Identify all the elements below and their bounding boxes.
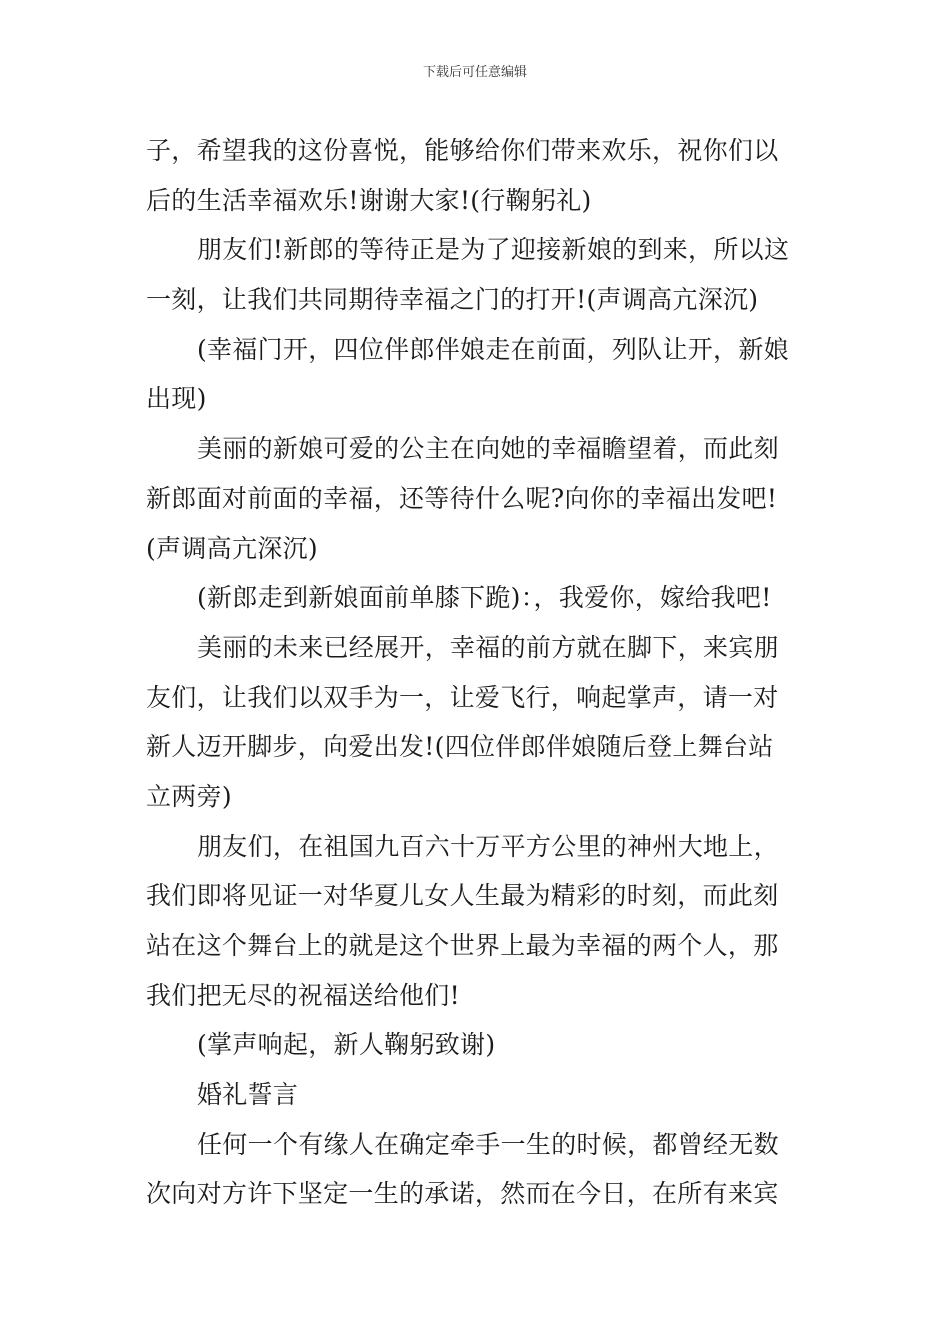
text-line: 立两旁) xyxy=(146,781,232,811)
text-line: 新郎面对前面的幸福，还等待什么呢?向你的幸福出发吧! xyxy=(146,483,778,513)
text-line: 美丽的新娘可爱的公主在向她的幸福瞻望着，而此刻 xyxy=(197,434,779,464)
text-line: 后的生活幸福欢乐!谢谢大家!(行鞠躬礼) xyxy=(146,185,592,215)
text-line: (声调高亢深沉) xyxy=(146,533,318,563)
text-line: (掌声响起，新人鞠躬致谢) xyxy=(197,1030,496,1060)
text-line: 次向对方许下坚定一生的承诺，然而在今日，在所有来宾 xyxy=(146,1179,779,1209)
document-body xyxy=(146,126,810,1219)
text-line: 婚礼誓言 xyxy=(197,1080,299,1110)
text-line: 新人迈开脚步，向爱出发!(四位伴郎伴娘随后登上舞台站 xyxy=(146,732,774,762)
text-line: (幸福门开，四位伴郎伴娘走在前面，列队让开，新娘 xyxy=(197,334,789,364)
text-line: 出现) xyxy=(146,384,207,414)
text-line: 朋友们!新郎的等待正是为了迎接新娘的到来，所以这 xyxy=(197,235,790,265)
text-line: 友们，让我们以双手为一，让爱飞行，响起掌声，请一对 xyxy=(146,682,779,712)
text-line: 我们把无尽的祝福送给他们! xyxy=(146,980,460,1010)
text-line: 任何一个有缘人在确定牵手一生的时候，都曾经无数 xyxy=(197,1129,779,1159)
text-line: 子，希望我的这份喜悦，能够给你们带来欢乐，祝你们以 xyxy=(146,136,779,165)
text-line: (新郎走到新娘面前单膝下跪)：，我爱你，嫁给我吧! xyxy=(197,583,772,613)
page-header: 下载后可任意编辑 xyxy=(422,65,527,80)
text-line: 朋友们，在祖国九百六十万平方公里的神州大地上， xyxy=(197,831,779,861)
text-line: 站在这个舞台上的就是这个世界上最为幸福的两个人，那 xyxy=(146,931,779,960)
text-line: 一刻，让我们共同期待幸福之门的打开!(声调高亢深沉) xyxy=(146,285,759,315)
text-line: 美丽的未来已经展开，幸福的前方就在脚下，来宾朋 xyxy=(197,632,779,662)
text-line: 我们即将见证一对华夏儿女人生最为精彩的时刻，而此刻 xyxy=(146,881,779,911)
